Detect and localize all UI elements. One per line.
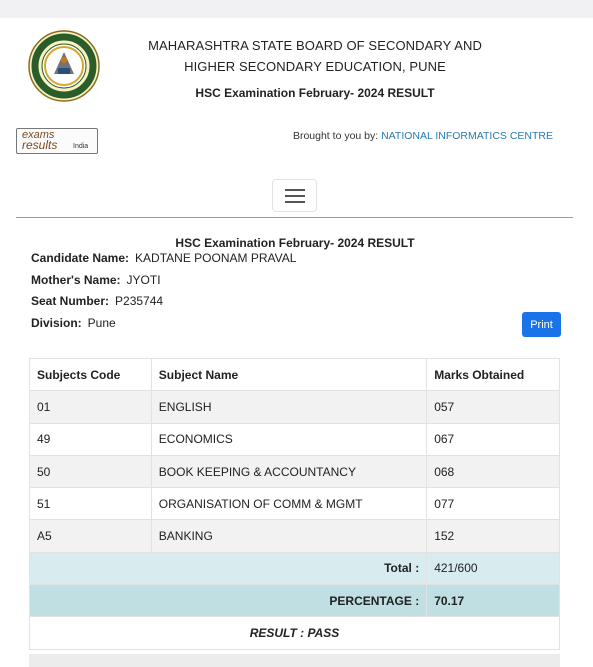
- table-row: [30, 423, 560, 455]
- table-row: [30, 520, 560, 552]
- exam-results-logo-text-2: results: [22, 138, 58, 152]
- marks-table: [29, 358, 560, 650]
- marks-cell: 152: [427, 520, 560, 552]
- board-name-line1: MAHARASHTRA STATE BOARD OF SECONDARY AND: [148, 38, 482, 53]
- subject-code-cell: A5: [30, 520, 152, 552]
- footer-strip: [29, 654, 560, 667]
- nic-link[interactable]: NATIONAL INFORMATICS CENTRE: [381, 130, 553, 142]
- print-button[interactable]: Print: [522, 312, 561, 337]
- marks-cell: 068: [427, 455, 560, 487]
- result-row: [30, 617, 560, 649]
- total-value: 421/600: [427, 552, 560, 584]
- subject-code-cell: 01: [30, 391, 152, 423]
- hamburger-icon-bar: [285, 201, 305, 203]
- subject-name-cell: ORGANISATION OF COMM & MGMT: [151, 488, 426, 520]
- subject-name-cell: BOOK KEEPING & ACCOUNTANCY: [151, 455, 426, 487]
- table-row: [30, 455, 560, 487]
- board-name-line2: HIGHER SECONDARY EDUCATION, PUNE: [184, 59, 446, 74]
- menu-toggle-button[interactable]: [272, 179, 317, 212]
- hamburger-icon-bar: [285, 195, 305, 197]
- table-row: [30, 391, 560, 423]
- seat-number-value: P235744: [115, 294, 164, 308]
- table-header-row: [30, 359, 560, 391]
- candidate-name-label: Candidate Name:: [31, 251, 130, 265]
- exam-results-logo-text-3: India: [73, 143, 89, 150]
- candidate-name-value: KADTANE POONAM PRAVAL: [135, 251, 297, 265]
- subject-name-cell: BANKING: [151, 520, 426, 552]
- marks-cell: 057: [427, 391, 560, 423]
- percentage-label: PERCENTAGE :: [30, 585, 427, 617]
- sponsor-credit: [293, 130, 553, 142]
- total-row: [30, 552, 560, 584]
- seat-number-row: [31, 294, 163, 308]
- marks-cell: 067: [427, 423, 560, 455]
- top-bar: [0, 0, 593, 18]
- subject-code-cell: 51: [30, 488, 152, 520]
- total-label: Total :: [30, 552, 427, 584]
- exam-title: HSC Examination February- 2024 RESULT: [195, 86, 435, 100]
- header-divider: [16, 217, 573, 218]
- sponsor-prefix: Brought to you by:: [292, 130, 382, 142]
- percentage-row: [30, 585, 560, 617]
- percentage-value: 70.17: [427, 585, 560, 617]
- mother-name-row: [31, 273, 161, 287]
- subject-name-cell: ECONOMICS: [151, 423, 426, 455]
- mother-name-value: JYOTI: [126, 273, 161, 287]
- table-row: [30, 488, 560, 520]
- subject-code-cell: 49: [30, 423, 152, 455]
- result-title: HSC Examination February- 2024 RESULT: [175, 236, 415, 250]
- division-value: Pune: [87, 316, 116, 330]
- board-name: [130, 35, 500, 77]
- marks-cell: 077: [427, 488, 560, 520]
- division-row: [31, 316, 116, 330]
- subject-name-cell: ENGLISH: [151, 391, 426, 423]
- column-header-subject: Subject Name: [151, 359, 426, 391]
- subject-code-cell: 50: [30, 455, 152, 487]
- mother-name-label: Mother's Name:: [31, 273, 121, 287]
- exam-results-logo-text-1: exams: [22, 129, 55, 141]
- hamburger-icon-bar: [285, 189, 305, 191]
- seat-number-label: Seat Number:: [31, 294, 110, 308]
- division-label: Division:: [31, 316, 82, 330]
- result-status: RESULT : PASS: [30, 617, 560, 649]
- column-header-marks: Marks Obtained: [427, 359, 560, 391]
- exam-results-logo[interactable]: [16, 128, 98, 154]
- column-header-code: Subjects Code: [30, 359, 152, 391]
- board-seal-logo: [28, 30, 100, 102]
- candidate-name-row: [31, 251, 296, 265]
